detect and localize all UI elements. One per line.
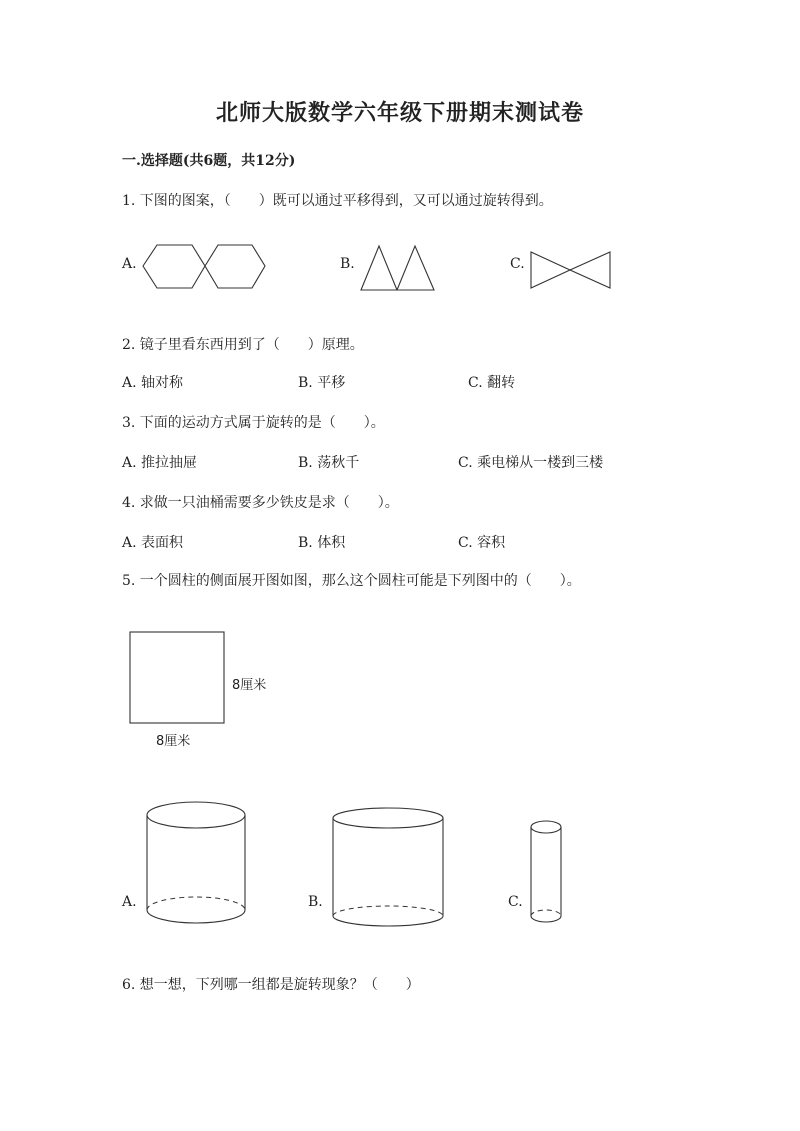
question-3: 3. 下面的运动方式属于旋转的是（ ）。 (122, 415, 385, 431)
q4-option-b: B. 体积 (298, 535, 346, 551)
q5-cylinder-b-figure (330, 806, 448, 930)
q3-option-b: B. 荡秋千 (298, 455, 360, 471)
q5-option-c-label: C. (508, 894, 523, 910)
q2-option-b: B. 平移 (298, 375, 346, 391)
q1-hexagons-figure (140, 244, 268, 292)
question-5: 5. 一个圆柱的侧面展开图如图，那么这个圆柱可能是下列图中的（ ）。 (122, 573, 581, 589)
q5-option-b-label: B. (308, 894, 323, 910)
q5-cylinder-a-figure (144, 800, 248, 928)
q1-bowtie-figure (530, 250, 612, 292)
q5-option-a-label: A. (122, 894, 137, 910)
q3-option-a: A. 推拉抽屉 (122, 455, 198, 471)
q5-cylinder-c-figure (528, 818, 568, 928)
q3-option-c: C. 乘电梯从一楼到三楼 (458, 455, 604, 471)
question-1: 1. 下图的图案，（ ）既可以通过平移得到，又可以通过旋转得到。 (122, 193, 553, 209)
question-6: 6. 想一想，下列哪一组都是旋转现象？（ ） (122, 977, 420, 993)
q5-square-width-label: 8厘米 (156, 734, 191, 749)
question-2: 2. 镜子里看东西用到了（ ）原理。 (122, 337, 364, 353)
page-title: 北师大版数学六年级下册期末测试卷 (215, 101, 584, 126)
q1-option-b-label: B. (340, 256, 355, 272)
q4-option-a: A. 表面积 (122, 535, 184, 551)
q2-option-c: C. 翻转 (468, 375, 516, 391)
q5-square-height-label: 8厘米 (232, 678, 267, 693)
q4-option-c: C. 容积 (458, 535, 506, 551)
q2-option-a: A. 轴对称 (122, 375, 184, 391)
section-heading: 一.选择题(共6题，共12分) (122, 153, 296, 169)
question-4: 4. 求做一只油桶需要多少铁皮是求（ ）。 (122, 495, 399, 511)
q5-net-square-figure (128, 630, 228, 726)
q1-option-a-label: A. (122, 256, 137, 272)
q1-triangles-figure (360, 244, 438, 292)
q1-option-c-label: C. (510, 256, 525, 272)
